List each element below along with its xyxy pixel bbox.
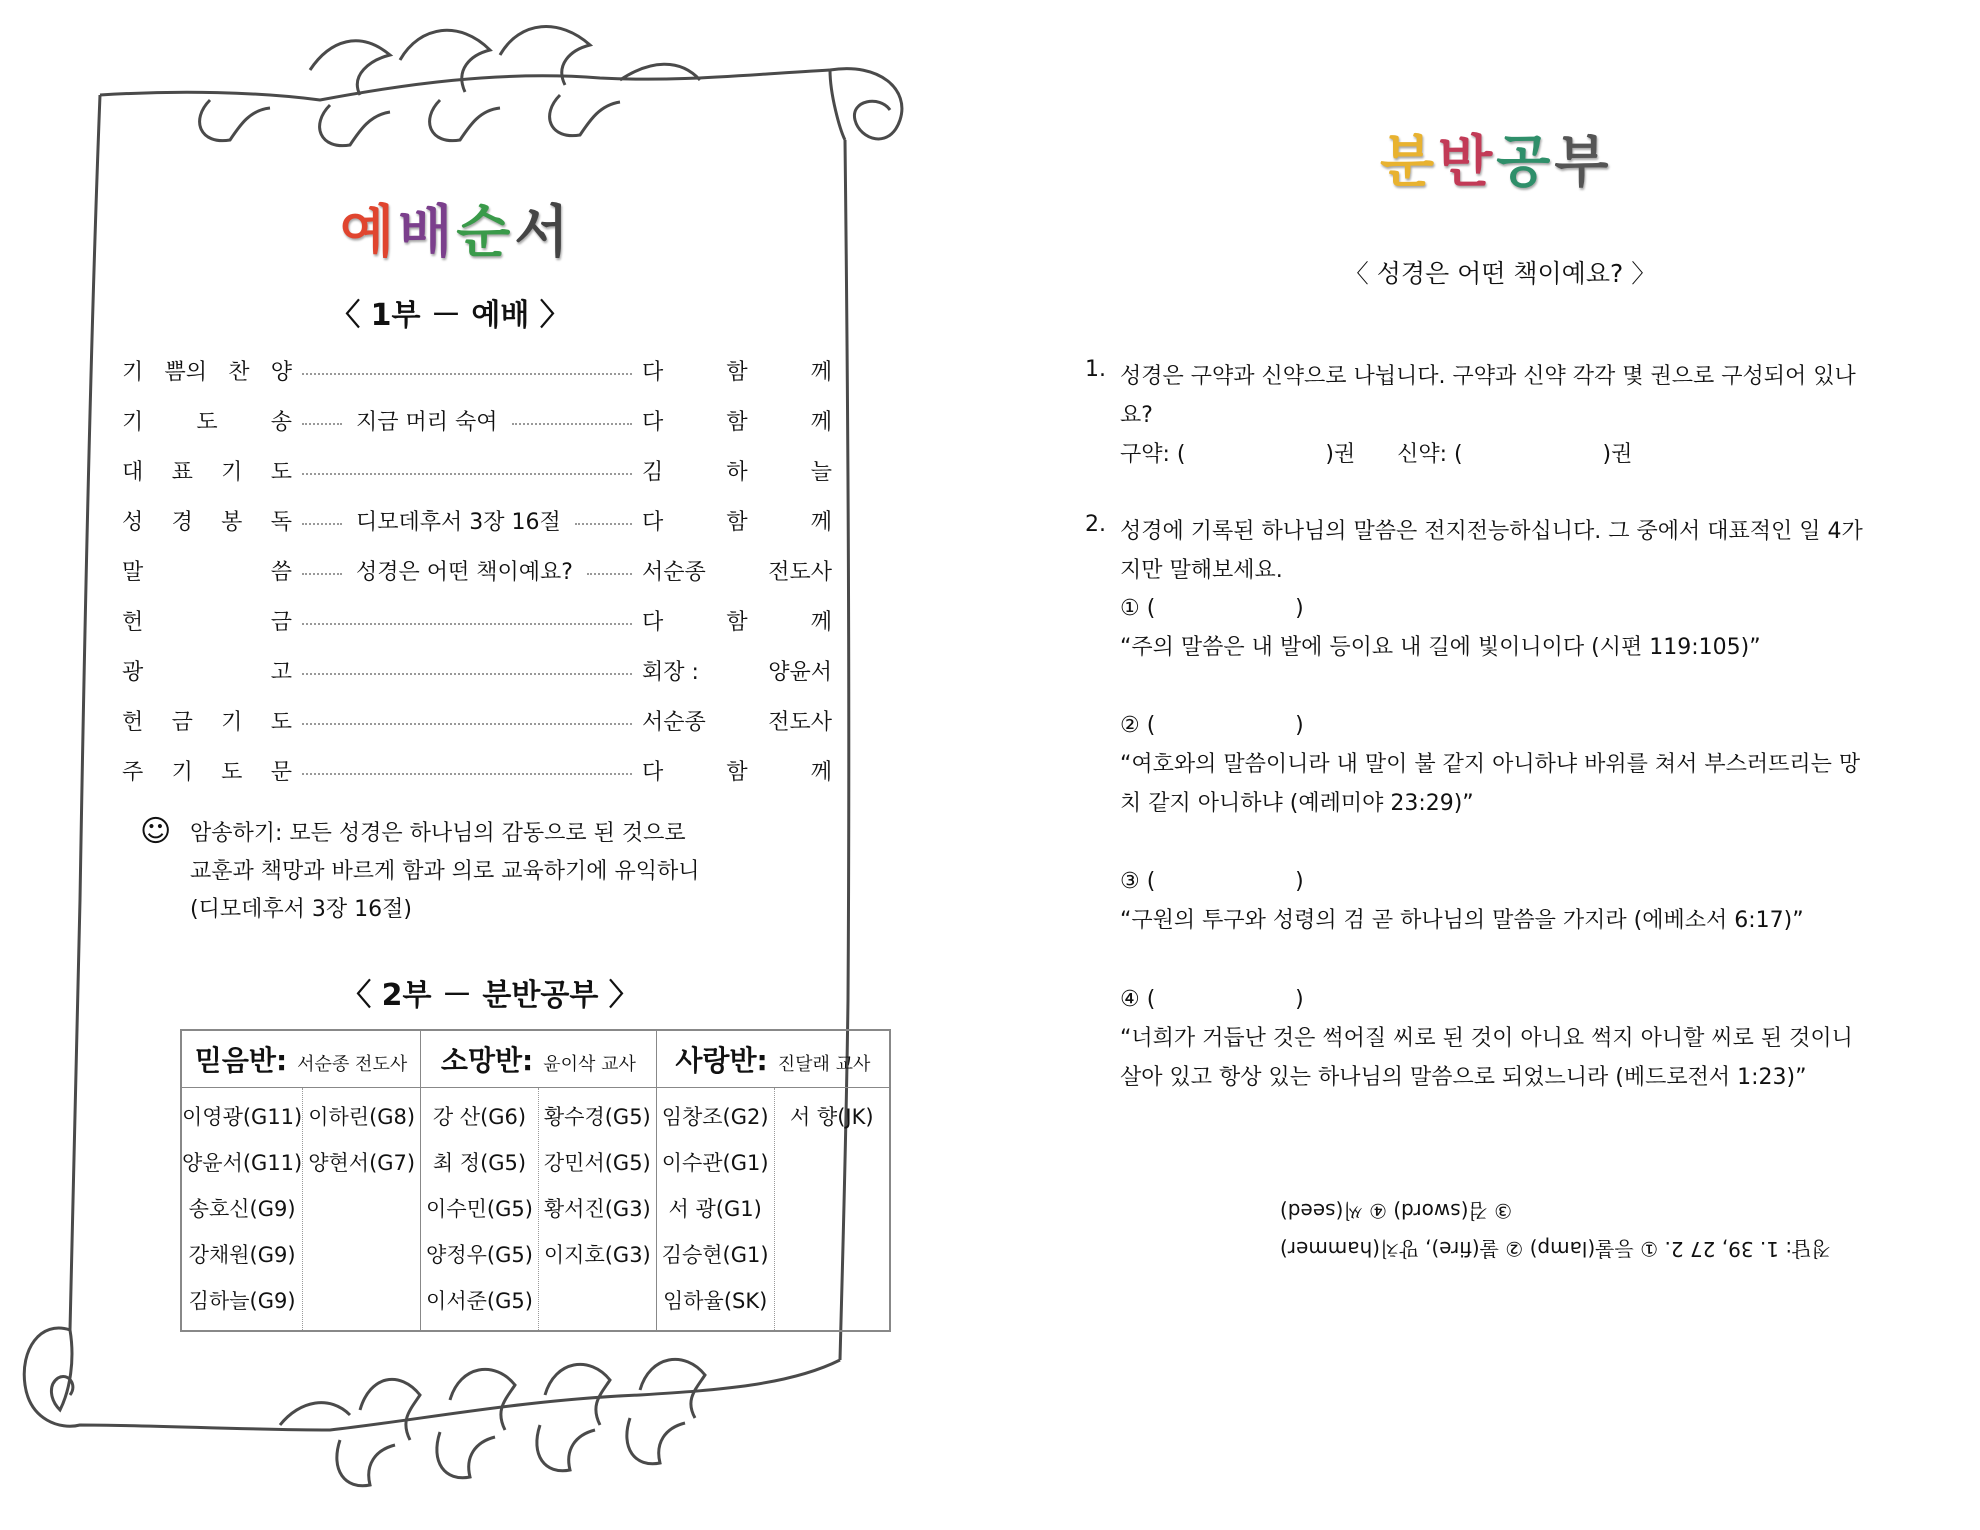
smiley-icon: ☺ xyxy=(140,814,172,849)
student-name: 이영광(G11) xyxy=(182,1105,303,1129)
student-name: 김승현(G1) xyxy=(661,1243,769,1267)
answer-key-line: ③ 검(sword) ④ 씨(seed) xyxy=(1280,1199,1513,1223)
leader-dots xyxy=(302,473,632,475)
answer-blank[interactable]: ② ( ) xyxy=(1120,713,1304,738)
memory-verse-line: 교훈과 책망과 바르게 함과 의로 교육하기에 유익하니 xyxy=(190,859,700,884)
leader-dots xyxy=(302,373,632,375)
title-glyph: 순 xyxy=(456,200,515,265)
student-name: 양현서(G7) xyxy=(308,1151,416,1175)
scripture-verse: “구원의 투구와 성령의 검 곧 하나님의 말씀을 가지라 (에베소서 6:17)” xyxy=(1120,908,1804,933)
student-name: 임창조(G2) xyxy=(661,1105,769,1129)
class-student-column xyxy=(538,1088,656,1332)
title-glyph: 공 xyxy=(1496,130,1555,195)
lesson-subtitle: 〈 성경은 어떤 책이예요? 〉 xyxy=(1343,259,1657,288)
class-student-column xyxy=(774,1088,890,1332)
leader-dots xyxy=(512,423,633,425)
order-item-leader: 서순종 전도사 xyxy=(642,709,832,735)
student-name: 이수민(G5) xyxy=(426,1197,533,1221)
scripture-verse: “주의 말씀은 내 발에 등이요 내 길에 빛이니이다 (시편 119:105)” xyxy=(1120,635,1761,660)
student-name: 송호신(G9) xyxy=(188,1197,296,1221)
title-glyph: 분 xyxy=(1380,130,1439,195)
order-item-leader: 다 함 께 xyxy=(642,409,832,435)
question-text: 성경에 기록된 하나님의 말씀은 전지전능하십니다. 그 중에서 대표적인 일 4가지만 말해보세요. xyxy=(1120,519,1863,583)
class-student-column xyxy=(421,1088,539,1332)
leader-dots xyxy=(587,573,632,575)
memory-verse xyxy=(140,815,700,929)
student-name: 최 정(G5) xyxy=(432,1151,527,1175)
student-name: 양정우(G5) xyxy=(426,1243,533,1267)
part1-heading: 〈 1부 － 예배 〉 xyxy=(330,298,570,333)
title-glyph: 배 xyxy=(398,200,457,265)
answer-blank[interactable]: ① ( ) xyxy=(1120,596,1304,621)
class-student-column xyxy=(181,1088,303,1332)
order-item-label: 대 표 기 도 xyxy=(122,459,292,485)
class-header: 소망반: 윤이삭 교사 xyxy=(421,1030,657,1088)
answer-blank[interactable]: ③ ( ) xyxy=(1120,869,1304,894)
student-name: 서 향(JK) xyxy=(789,1105,874,1129)
title-glyph: 반 xyxy=(1438,130,1497,195)
answer-blanks[interactable]: 구약: ( )권 신약: ( )권 xyxy=(1120,442,1633,467)
student-name: 이서준(G5) xyxy=(426,1289,533,1313)
student-name: 황수경(G5) xyxy=(543,1105,651,1129)
order-item-leader: 다 함 께 xyxy=(642,359,832,385)
student-name: 서 광(G1) xyxy=(668,1197,762,1221)
order-item-leader: 김 하 늘 xyxy=(642,459,832,485)
class-student-column xyxy=(656,1088,774,1332)
student-name: 이지호(G3) xyxy=(543,1243,651,1267)
answer-key-line: 정답: 1. 39, 27 2. ① 등불(lamp) ② 불(fire), 망치(hammer) xyxy=(1280,1237,1831,1261)
title-glyph: 부 xyxy=(1554,130,1613,195)
order-item-label: 광 고 xyxy=(122,659,292,685)
question-text: 성경은 구약과 신약으로 나뉩니다. 구약과 신약 각각 몇 권으로 구성되어 있나요? xyxy=(1120,364,1856,428)
class-study-title xyxy=(1380,118,1612,198)
memory-verse-line: 암송하기: 모든 성경은 하나님의 감동으로 된 것으로 xyxy=(190,821,686,846)
student-name: 황서진(G3) xyxy=(543,1197,651,1221)
question-number: 1. xyxy=(1085,357,1106,382)
memory-verse-line: (디모데후서 3장 16절) xyxy=(190,897,412,922)
student-name: 강채원(G9) xyxy=(188,1243,296,1267)
worship-order-row xyxy=(122,450,832,490)
class-roster-table xyxy=(180,1029,891,1332)
order-item-detail: 성경은 어떤 책이예요? xyxy=(356,559,573,585)
answer-item-2 xyxy=(1120,706,1880,823)
worship-order-row xyxy=(122,400,832,440)
worship-order-title xyxy=(340,188,572,268)
leader-dots xyxy=(302,773,632,775)
order-item-detail: 디모데후서 3장 16절 xyxy=(356,509,561,535)
order-item-detail: 지금 머리 숙여 xyxy=(356,409,498,435)
order-item-leader: 서순종 전도사 xyxy=(642,559,832,585)
leader-dots xyxy=(302,723,632,725)
class-header: 사랑반: 진달래 교사 xyxy=(656,1030,890,1088)
worship-order-row xyxy=(122,550,832,590)
answer-blank[interactable]: ④ ( ) xyxy=(1120,987,1304,1012)
part2-heading: 〈 2부 － 분반공부 〉 xyxy=(341,978,639,1013)
order-item-label: 말 씀 xyxy=(122,559,292,585)
worship-order-row xyxy=(122,500,832,540)
question-2 xyxy=(1085,512,1875,590)
order-item-leader: 다 함 께 xyxy=(642,509,832,535)
upside-down-answer-key xyxy=(1280,1192,1880,1268)
worship-order-row xyxy=(122,650,832,690)
worship-order-row xyxy=(122,700,832,740)
title-glyph: 예 xyxy=(340,200,399,265)
scripture-verse: “너희가 거듭난 것은 썩어질 씨로 된 것이 아니요 썩지 아니할 씨로 된 것이니 살아 있고 항상 있는 하나님의 말씀으로 되었느니라 (베드로전서 1:23)” xyxy=(1120,1026,1853,1090)
order-item-label: 헌 금 기 도 xyxy=(122,709,292,735)
answer-item-1 xyxy=(1120,589,1880,667)
student-name: 이하린(G8) xyxy=(308,1105,416,1129)
answer-item-4 xyxy=(1120,980,1880,1097)
student-name: 강 산(G6) xyxy=(432,1105,527,1129)
leader-dots xyxy=(575,523,632,525)
worship-order-row xyxy=(122,600,832,640)
student-name: 양윤서(G11) xyxy=(182,1151,303,1175)
order-item-label: 헌 금 xyxy=(122,609,292,635)
leader-dots xyxy=(302,623,632,625)
order-item-label: 성 경 봉 독 xyxy=(122,509,292,535)
order-item-label: 기 도 송 xyxy=(122,409,292,435)
student-name: 이수관(G1) xyxy=(661,1151,769,1175)
order-item-leader: 다 함 께 xyxy=(642,609,832,635)
student-name: 강민서(G5) xyxy=(543,1151,651,1175)
student-name: 임하율(SK) xyxy=(662,1289,768,1313)
order-item-label: 기 쁨의 찬 양 xyxy=(122,359,292,385)
class-student-column xyxy=(303,1088,421,1332)
order-item-leader: 회장 : 양윤서 xyxy=(642,659,832,685)
title-glyph: 서 xyxy=(514,200,573,265)
order-item-label: 주 기 도 문 xyxy=(122,759,292,785)
leader-dots xyxy=(302,673,632,675)
worship-order-row xyxy=(122,350,832,390)
class-header: 믿음반: 서순종 전도사 xyxy=(181,1030,421,1088)
student-name: 김하늘(G9) xyxy=(188,1289,296,1313)
question-1 xyxy=(1085,357,1875,474)
scripture-verse: “여호와의 말씀이니라 내 말이 불 같지 아니하냐 바위를 쳐서 부스러뜨리는 망치 같지 아니하냐 (예레미야 23:29)” xyxy=(1120,752,1861,816)
order-item-leader: 다 함 께 xyxy=(642,759,832,785)
worship-order-row xyxy=(122,750,832,790)
answer-item-3 xyxy=(1120,862,1880,940)
question-number: 2. xyxy=(1085,512,1106,537)
